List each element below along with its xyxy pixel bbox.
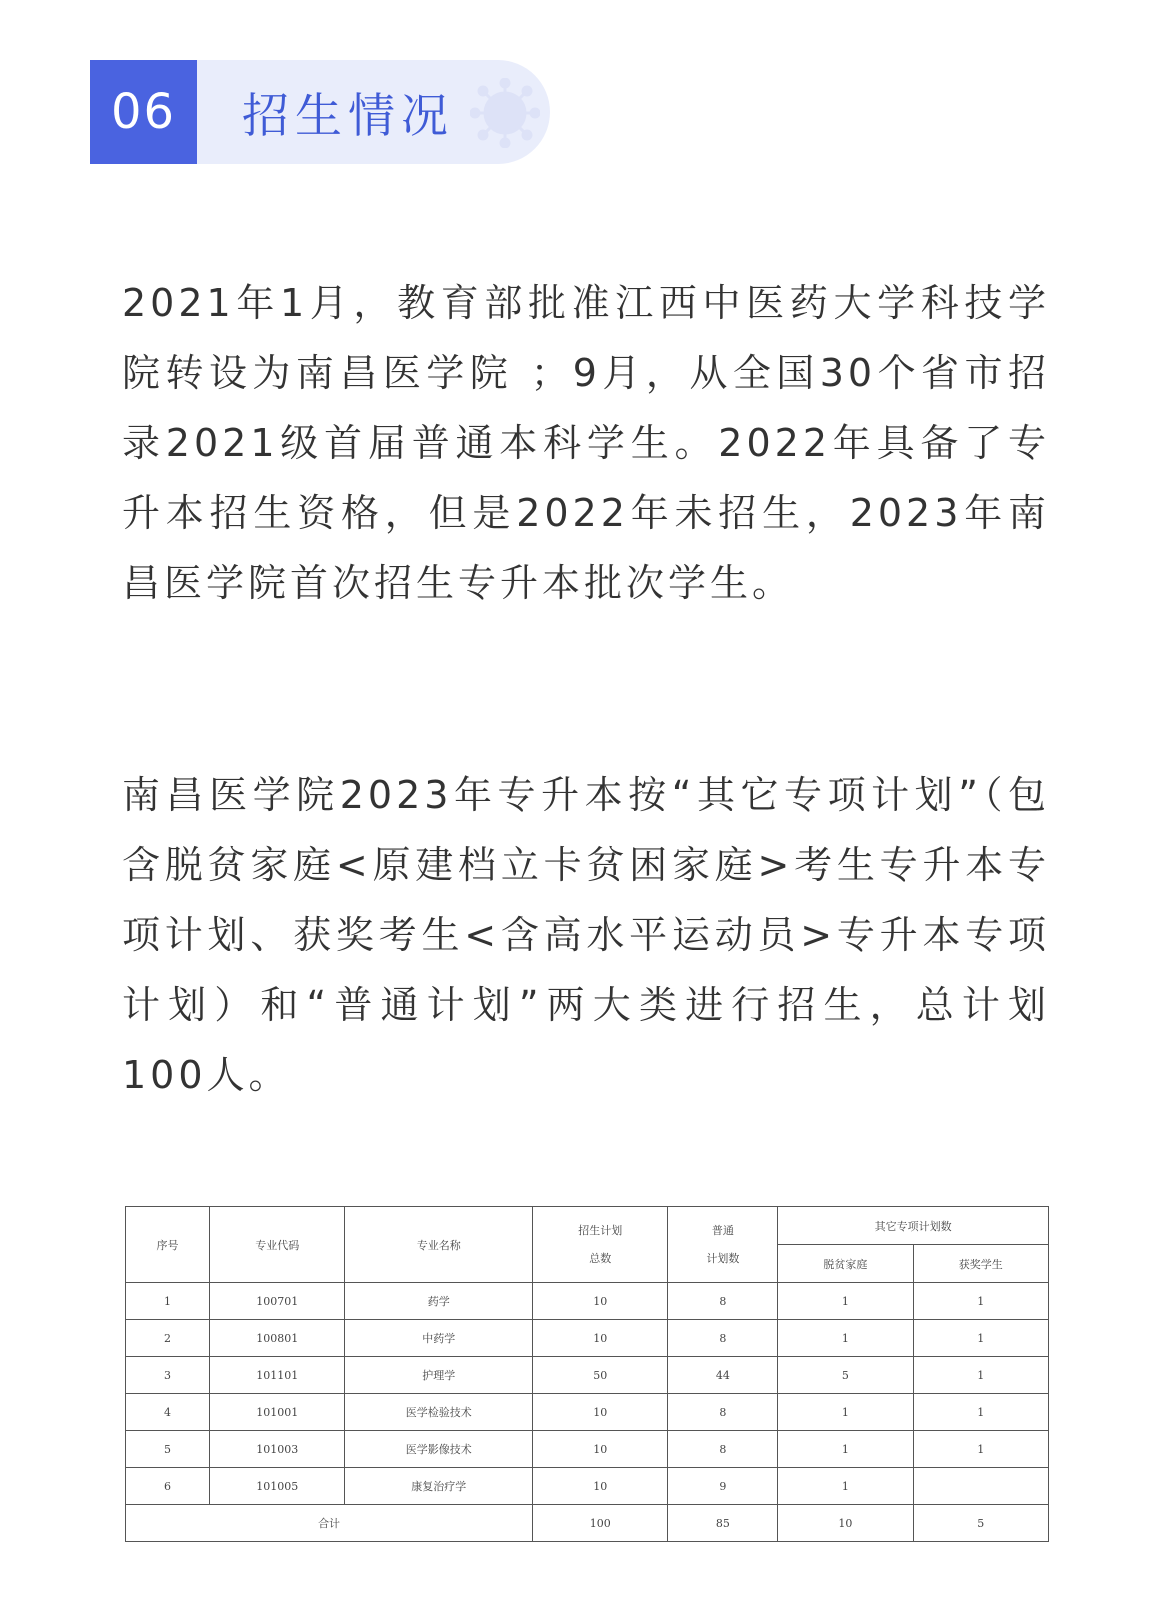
table-row: [126, 1468, 1049, 1505]
total-award: 5: [913, 1505, 1048, 1542]
cell-code: 100701: [210, 1283, 345, 1320]
header-name: 专业名称: [345, 1207, 533, 1283]
cell-regular: 44: [668, 1357, 778, 1394]
cell-code: 101005: [210, 1468, 345, 1505]
cell-poverty: 1: [778, 1283, 913, 1320]
cell-name: 药学: [345, 1283, 533, 1320]
cell-name: 中药学: [345, 1320, 533, 1357]
total-poverty: 10: [778, 1505, 913, 1542]
header-regular-line1: 普通: [711, 1223, 734, 1237]
plan-paragraph: 南昌医学院2023年专升本按“其它专项计划”（包含脱贫家庭<原建档立卡贫困家庭>考生专升本专项计划、获奖考生<含高水平运动员>专升本专项计划）和“普通计划”两大类进行招生，总计划100人。: [122, 773, 1050, 1097]
table-row: [126, 1320, 1049, 1357]
cell-seq: 1: [126, 1283, 210, 1320]
total-total: 100: [533, 1505, 668, 1542]
header-other-group: 其它专项计划数: [778, 1207, 1049, 1245]
cell-award: 1: [913, 1394, 1048, 1431]
header-total: [533, 1207, 668, 1283]
cell-award: 1: [913, 1320, 1048, 1357]
total-regular: 85: [668, 1505, 778, 1542]
cell-name: 护理学: [345, 1357, 533, 1394]
cell-total: 10: [533, 1431, 668, 1468]
cell-total: 10: [533, 1394, 668, 1431]
cell-code: 101101: [210, 1357, 345, 1394]
cell-total: 10: [533, 1468, 668, 1505]
cell-seq: 2: [126, 1320, 210, 1357]
cell-poverty: 1: [778, 1320, 913, 1357]
header-regular: [668, 1207, 778, 1283]
cell-regular: 8: [668, 1394, 778, 1431]
table-row: [126, 1394, 1049, 1431]
cell-award: 1: [913, 1431, 1048, 1468]
total-label: 合计: [126, 1505, 533, 1542]
cell-seq: 3: [126, 1357, 210, 1394]
cell-poverty: 1: [778, 1468, 913, 1505]
cell-code: 101001: [210, 1394, 345, 1431]
cell-code: 100801: [210, 1320, 345, 1357]
enrollment-table: [125, 1206, 1049, 1542]
cell-poverty: 5: [778, 1357, 913, 1394]
cell-seq: 4: [126, 1394, 210, 1431]
table-row: [126, 1357, 1049, 1394]
intro-paragraph: 2021年1月，教育部批准江西中医药大学科技学院转设为南昌医学院 ；9月，从全国30个省市招录2021级首届普通本科学生。2022年具备了专升本招生资格，但是2022年未招生，2023年南昌医学院首次招生专升本批次学生。: [122, 281, 1050, 605]
cell-code: 101003: [210, 1431, 345, 1468]
cell-regular: 8: [668, 1320, 778, 1357]
cell-regular: 9: [668, 1468, 778, 1505]
cell-regular: 8: [668, 1283, 778, 1320]
cell-regular: 8: [668, 1431, 778, 1468]
header-code: 专业代码: [210, 1207, 345, 1283]
header-total-line1: 招生计划: [578, 1223, 623, 1237]
table-row: [126, 1431, 1049, 1468]
cell-name: 医学检验技术: [345, 1394, 533, 1431]
cell-total: 10: [533, 1283, 668, 1320]
cell-total: 10: [533, 1320, 668, 1357]
section-header: [90, 60, 550, 164]
cell-seq: 5: [126, 1431, 210, 1468]
cell-award: 1: [913, 1283, 1048, 1320]
cell-poverty: 1: [778, 1431, 913, 1468]
section-title: 招生情况: [242, 88, 454, 144]
cell-seq: 6: [126, 1468, 210, 1505]
cell-name: 医学影像技术: [345, 1431, 533, 1468]
cell-name: 康复治疗学: [345, 1468, 533, 1505]
header-total-line2: 总数: [589, 1251, 612, 1265]
cell-award: [913, 1468, 1048, 1505]
header-poverty: 脱贫家庭: [778, 1245, 913, 1283]
cell-award: 1: [913, 1357, 1048, 1394]
header-regular-line2: 计划数: [706, 1251, 740, 1265]
header-seq: 序号: [126, 1207, 210, 1283]
cell-total: 50: [533, 1357, 668, 1394]
header-award: 获奖学生: [913, 1245, 1048, 1283]
virus-icon: [470, 78, 540, 148]
table-row: [126, 1283, 1049, 1320]
cell-poverty: 1: [778, 1394, 913, 1431]
section-number: 06: [90, 60, 197, 164]
table-total-row: [126, 1505, 1049, 1542]
